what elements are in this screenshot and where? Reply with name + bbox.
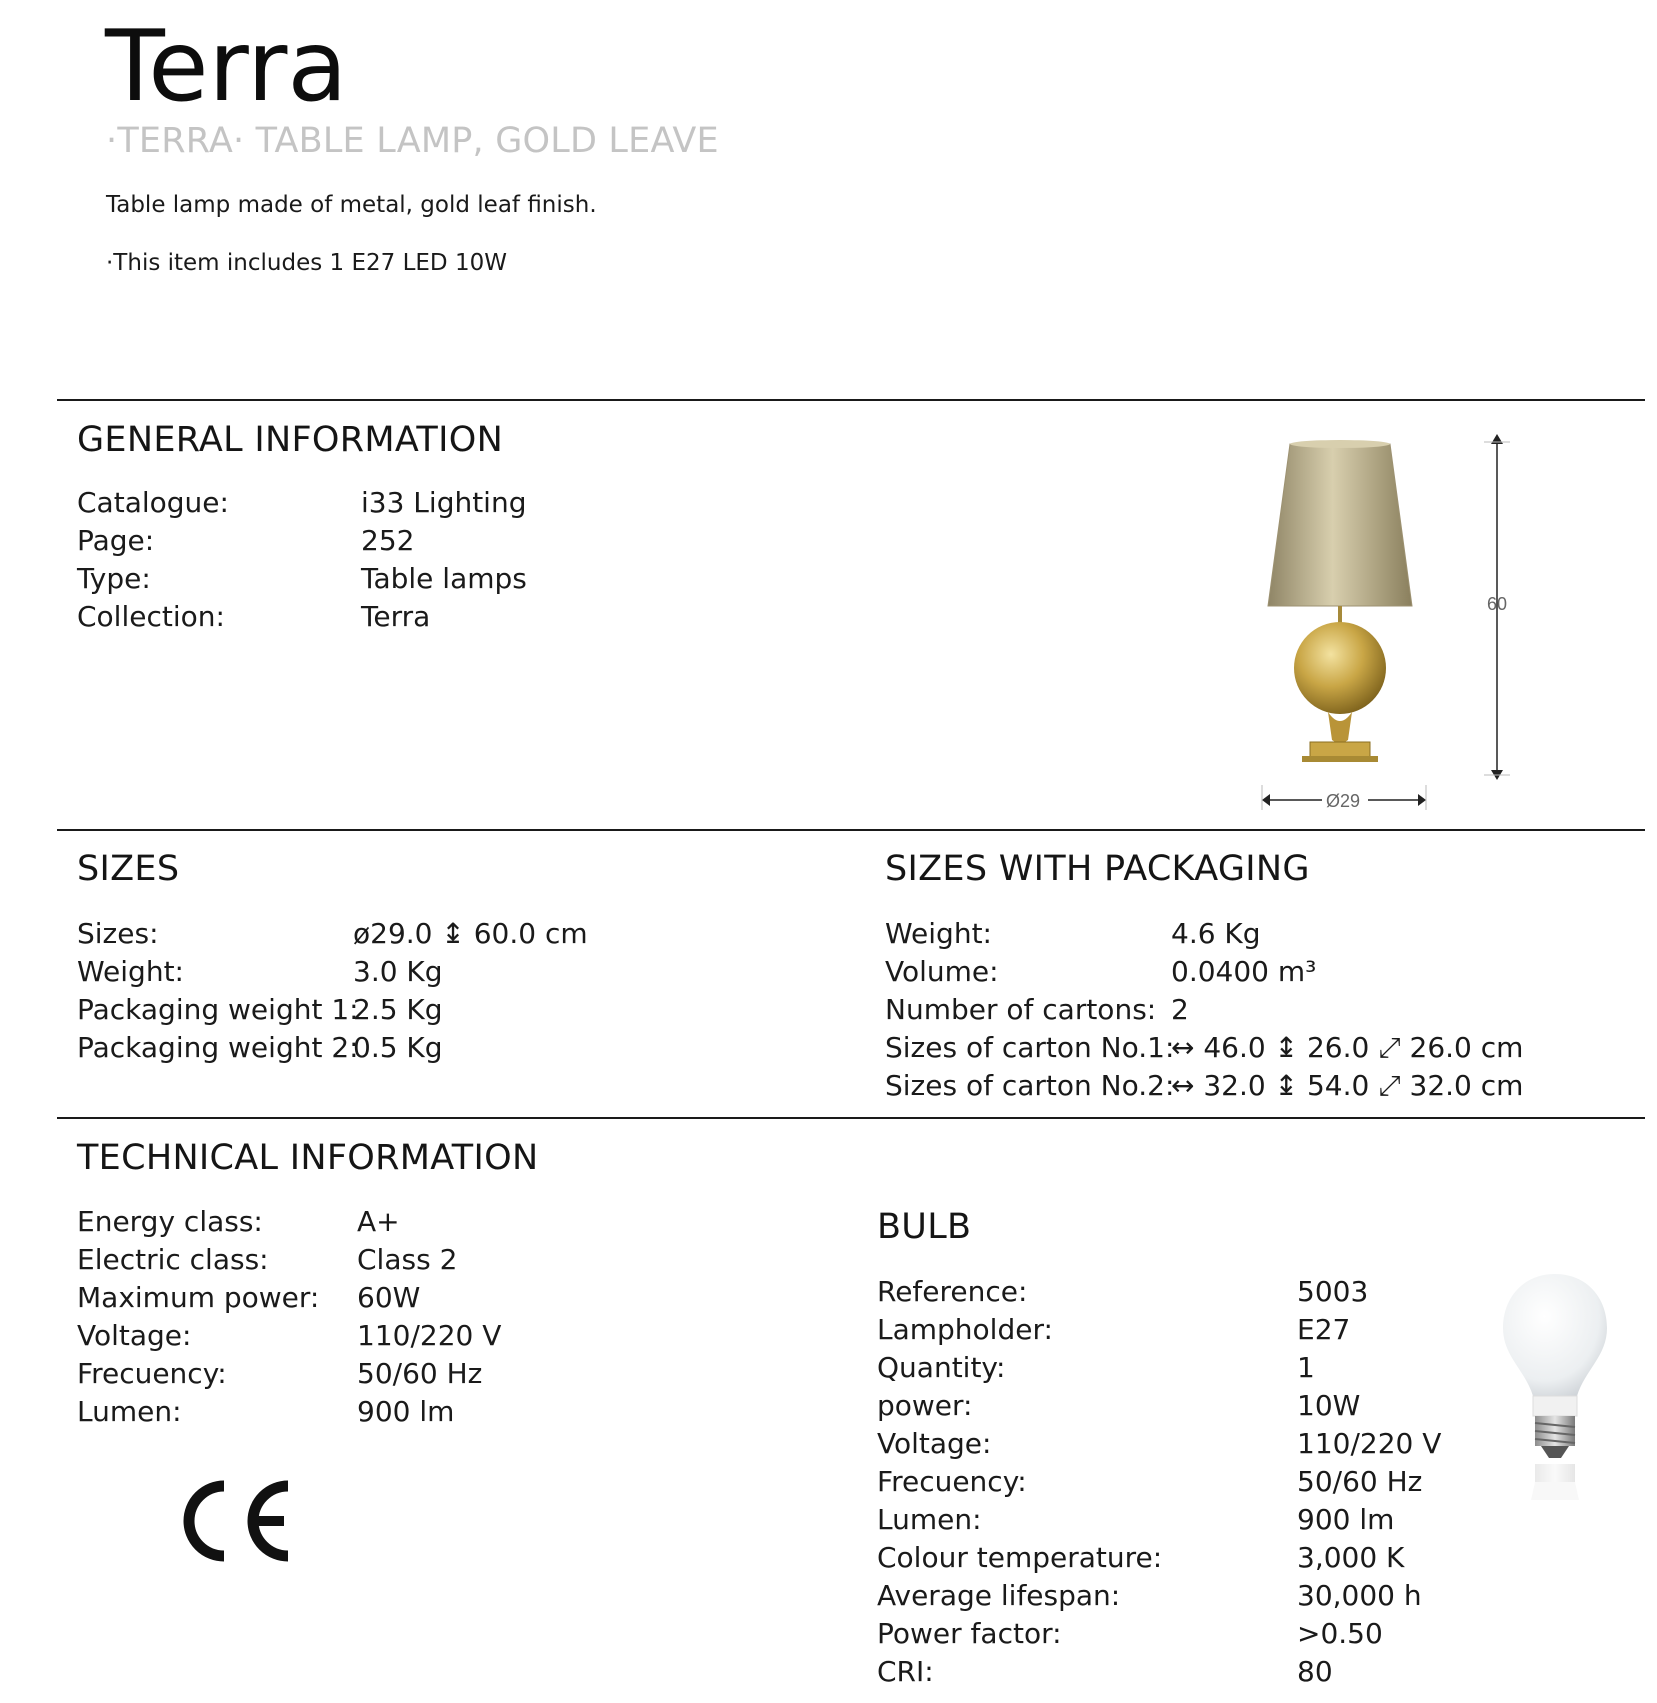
info-value: ø29.0 ↨ 60.0 cm — [353, 917, 588, 950]
info-label: Maximum power: — [77, 1281, 320, 1314]
product-description: Table lamp made of metal, gold leaf finish. — [106, 192, 597, 218]
info-label: Packaging weight 1: — [77, 993, 359, 1026]
info-value: 0.0400 m³ — [1171, 955, 1317, 988]
info-label: Frecuency: — [877, 1465, 1027, 1498]
info-label: Reference: — [877, 1275, 1028, 1308]
info-value: 900 lm — [1297, 1503, 1395, 1536]
product-title: Terra — [105, 10, 348, 124]
info-label: Voltage: — [877, 1427, 992, 1460]
info-label: Energy class: — [77, 1205, 263, 1238]
bulb-heading: BULB — [877, 1207, 972, 1247]
product-subtitle: ·TERRA· TABLE LAMP, GOLD LEAVE — [106, 121, 719, 161]
info-label: Weight: — [77, 955, 184, 988]
info-label: Volume: — [885, 955, 999, 988]
info-label: Sizes of carton No.2: — [885, 1069, 1175, 1102]
info-value: A+ — [357, 1205, 400, 1238]
section-divider — [57, 399, 1645, 401]
info-label: Lumen: — [877, 1503, 982, 1536]
info-value: Terra — [361, 600, 431, 633]
lamp-image — [1268, 440, 1412, 762]
info-value: ↔ 46.0 ↨ 26.0 ⤢ 26.0 cm — [1171, 1031, 1524, 1064]
info-value: 10W — [1297, 1389, 1361, 1422]
info-value: 252 — [361, 524, 415, 557]
info-value: 0.5 Kg — [353, 1031, 443, 1064]
info-value: 2 — [1171, 993, 1189, 1026]
info-value: Class 2 — [357, 1243, 458, 1276]
info-value: 3,000 K — [1297, 1541, 1405, 1574]
info-value: i33 Lighting — [361, 486, 527, 519]
info-label: Electric class: — [77, 1243, 269, 1276]
info-label: CRI: — [877, 1655, 934, 1688]
info-label: power: — [877, 1389, 973, 1422]
info-value: E27 — [1297, 1313, 1351, 1346]
sizes-heading: SIZES — [77, 849, 180, 889]
general-information-heading: GENERAL INFORMATION — [77, 420, 504, 460]
info-label: Quantity: — [877, 1351, 1006, 1384]
info-value: 900 lm — [357, 1395, 455, 1428]
info-value: >0.50 — [1297, 1617, 1383, 1650]
info-value: 1 — [1297, 1351, 1315, 1384]
lamp-dimension-drawing — [1240, 430, 1540, 810]
info-value: 110/220 V — [1297, 1427, 1442, 1460]
bulb-image — [1495, 1268, 1615, 1508]
info-label: Collection: — [77, 600, 225, 633]
product-includes: ·This item includes 1 E27 LED 10W — [106, 250, 507, 276]
info-value: 5003 — [1297, 1275, 1369, 1308]
info-value: ↔ 32.0 ↨ 54.0 ⤢ 32.0 cm — [1171, 1069, 1524, 1102]
info-label: Lumen: — [77, 1395, 182, 1428]
info-label: Sizes: — [77, 917, 159, 950]
info-value: 80 — [1297, 1655, 1333, 1688]
info-label: Colour temperature: — [877, 1541, 1163, 1574]
info-value: 2.5 Kg — [353, 993, 443, 1026]
technical-information-heading: TECHNICAL INFORMATION — [77, 1138, 539, 1178]
info-value: 110/220 V — [357, 1319, 502, 1352]
info-label: Voltage: — [77, 1319, 192, 1352]
diameter-dimension — [1262, 785, 1426, 810]
info-label: Lampholder: — [877, 1313, 1053, 1346]
info-label: Frecuency: — [77, 1357, 227, 1390]
info-value: Table lamps — [361, 562, 527, 595]
packaging-heading: SIZES WITH PACKAGING — [885, 849, 1310, 889]
info-label: Average lifespan: — [877, 1579, 1121, 1612]
info-label: Catalogue: — [77, 486, 229, 519]
height-dimension — [1484, 434, 1510, 780]
info-value: 50/60 Hz — [1297, 1465, 1423, 1498]
info-value: 30,000 h — [1297, 1579, 1422, 1612]
section-divider — [57, 829, 1645, 831]
height-label: 60 — [1487, 594, 1508, 614]
info-label: Page: — [77, 524, 155, 557]
section-divider — [57, 1117, 1645, 1119]
info-label: Packaging weight 2: — [77, 1031, 359, 1064]
info-label: Weight: — [885, 917, 992, 950]
info-label: Sizes of carton No.1: — [885, 1031, 1175, 1064]
info-value: 4.6 Kg — [1171, 917, 1261, 950]
info-value: 60W — [357, 1281, 421, 1314]
info-label: Number of cartons: — [885, 993, 1157, 1026]
info-value: 50/60 Hz — [357, 1357, 483, 1390]
ce-mark-icon — [180, 1476, 300, 1566]
info-label: Type: — [77, 562, 151, 595]
info-value: 3.0 Kg — [353, 955, 443, 988]
info-label: Power factor: — [877, 1617, 1062, 1650]
diameter-label: Ø29 — [1326, 791, 1361, 810]
